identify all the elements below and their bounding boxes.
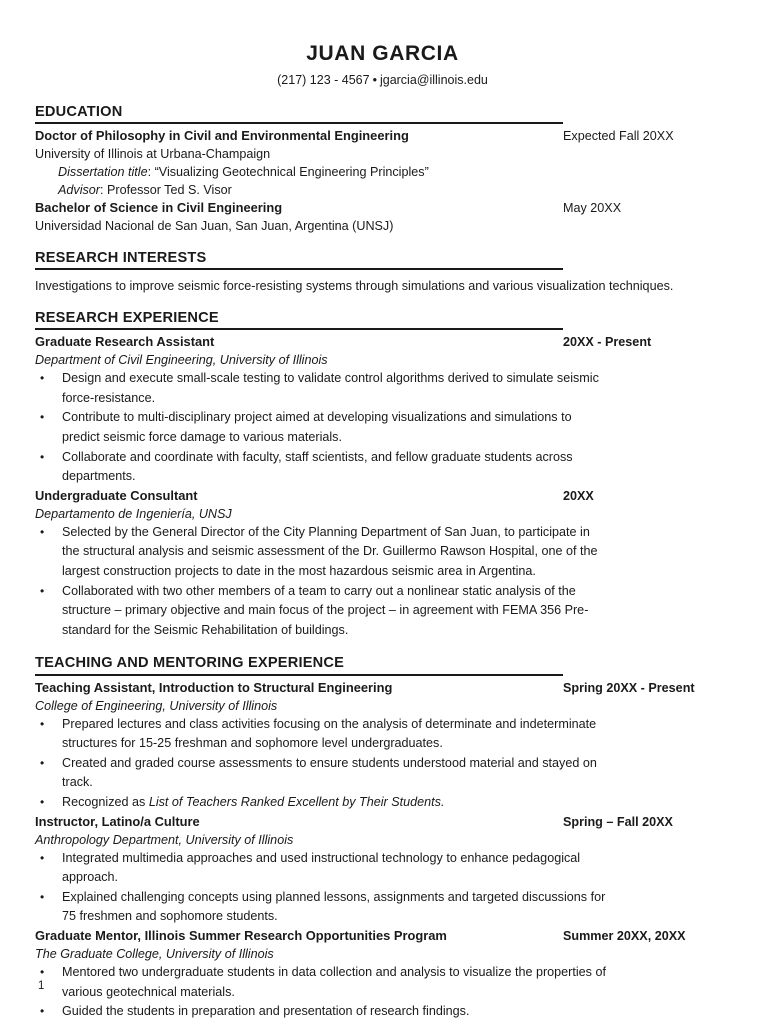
teaching-org: The Graduate College, University of Illinois [35,946,274,961]
experience-date: 20XX - Present [563,335,652,350]
education-school: University of Illinois at Urbana-Champaign [35,146,271,161]
education-date: May 20XX [563,200,622,215]
section-rule-research-experience [35,309,563,330]
education-entry [35,127,730,199]
section-title-teaching: TEACHING AND MENTORING EXPERIENCE [35,654,344,675]
research-interests-text: Investigations to improve seismic force-resisting systems through simulations and various visualization techniques. [35,279,674,294]
list-item: • Contribute to multi-disciplinary project aimed at developing visualizations and simulations to predict seismic force damage to various materials. [35,408,607,447]
section-rule-education [35,103,563,124]
experience-entry [35,487,730,641]
teaching-role: Instructor, Latino/a Culture [35,813,200,829]
list-item: • Guided the students in preparation and presentation of research findings. [35,1002,607,1022]
section-title-education: EDUCATION [35,103,122,124]
section-education [35,103,730,235]
teaching-entry [35,679,730,813]
section-research-experience [35,309,730,640]
teaching-bullet-list [35,715,730,813]
teaching-bullet-list [35,963,730,1022]
list-item [35,793,607,813]
advisor-value: : Professor Ted S. Visor [100,182,232,197]
section-research-interests [35,249,730,295]
education-degree: Bachelor of Science in Civil Engineering [35,199,283,215]
experience-role: Undergraduate Consultant [35,487,198,503]
list-item: • Mentored two undergraduate students in data collection and analysis to visualize the properties of various geotechnical materials. [35,963,607,1002]
education-date: Expected Fall 20XX [563,128,674,143]
list-item: • Integrated multimedia approaches and used instructional technology to enhance pedagogical approach. [35,849,607,888]
section-title-research-interests: RESEARCH INTERESTS [35,249,206,270]
teaching-date: Summer 20XX, 20XX [563,928,686,943]
teaching-bullet-list [35,849,730,927]
list-item: • Prepared lectures and class activities focusing on the analysis of determinate and indeterminate structures for 15-25 freshman and sophomore level undergraduates. [35,715,607,754]
education-dissertation [35,163,578,181]
teaching-date: Spring – Fall 20XX [563,814,673,829]
section-rule-teaching [35,654,563,675]
page-number: 1 [38,980,45,992]
list-item: • Collaborated with two other members of a team to carry out a nonlinear static analysis of the structure – primary objective and main focus of the project – in agreement with FEMA 356 Pre-standard for the Seismic Rehabilitation of buildings. [35,582,607,641]
section-teaching [35,654,730,1021]
teaching-entry [35,927,730,1022]
experience-date: 20XX [563,488,594,503]
contact-line [35,72,730,88]
experience-org: Departamento de Ingeniería, UNSJ [35,506,232,521]
education-school: Universidad Nacional de San Juan, San Juan, Argentina (UNSJ) [35,218,394,233]
education-entry [35,199,730,235]
page-title: JUAN GARCIA [306,42,459,65]
list-item: • Selected by the General Director of the City Planning Department of San Juan, to participate in the structural analysis and seismic assessment of the Dr. Guillermo Rawson Hospital, one of the largest construction projects to date in the most hazardous seismic area in Argentina. [35,523,607,582]
recognition-award-title: List of Teachers Ranked Excellent by Their Students. [148,794,445,809]
teaching-org: College of Engineering, University of Illinois [35,698,278,713]
dissertation-value: : “Visualizing Geotechnical Engineering Principles” [147,164,429,179]
experience-org: Department of Civil Engineering, University of Illinois [35,353,328,368]
section-rule-research-interests [35,249,563,270]
phone-number: (217) 123 - 4567 [277,73,370,88]
list-item: • Created and graded course assessments to ensure students understood material and stayed on track. [35,754,607,793]
contact-separator: • [372,73,377,88]
section-title-research-experience: RESEARCH EXPERIENCE [35,309,219,330]
teaching-date: Spring 20XX - Present [563,680,695,695]
email-address: jgarcia@illinois.edu [379,73,488,88]
dissertation-label: Dissertation title [58,164,148,179]
experience-bullet-list [35,369,730,487]
list-item: • Design and execute small-scale testing to validate control algorithms derived to simulate seismic force-resistance. [35,369,607,408]
teaching-entry [35,813,730,927]
list-item: • Collaborate and coordinate with faculty, staff scientists, and fellow graduate students across departments. [35,448,607,487]
education-degree: Doctor of Philosophy in Civil and Environmental Engineering [35,127,409,143]
teaching-role: Teaching Assistant, Introduction to Structural Engineering [35,679,393,695]
experience-bullet-list [35,523,730,641]
teaching-org: Anthropology Department, University of Illinois [35,832,294,847]
advisor-label: Advisor [58,182,100,197]
education-advisor [35,181,578,199]
teaching-role: Graduate Mentor, Illinois Summer Research Opportunities Program [35,927,447,943]
experience-entry [35,333,730,487]
list-item: • Explained challenging concepts using planned lessons, assignments and targeted discussions for 75 freshmen and sophomore students. [35,888,607,927]
experience-role: Graduate Research Assistant [35,334,215,350]
recognition-prefix: Recognized as [62,794,149,809]
